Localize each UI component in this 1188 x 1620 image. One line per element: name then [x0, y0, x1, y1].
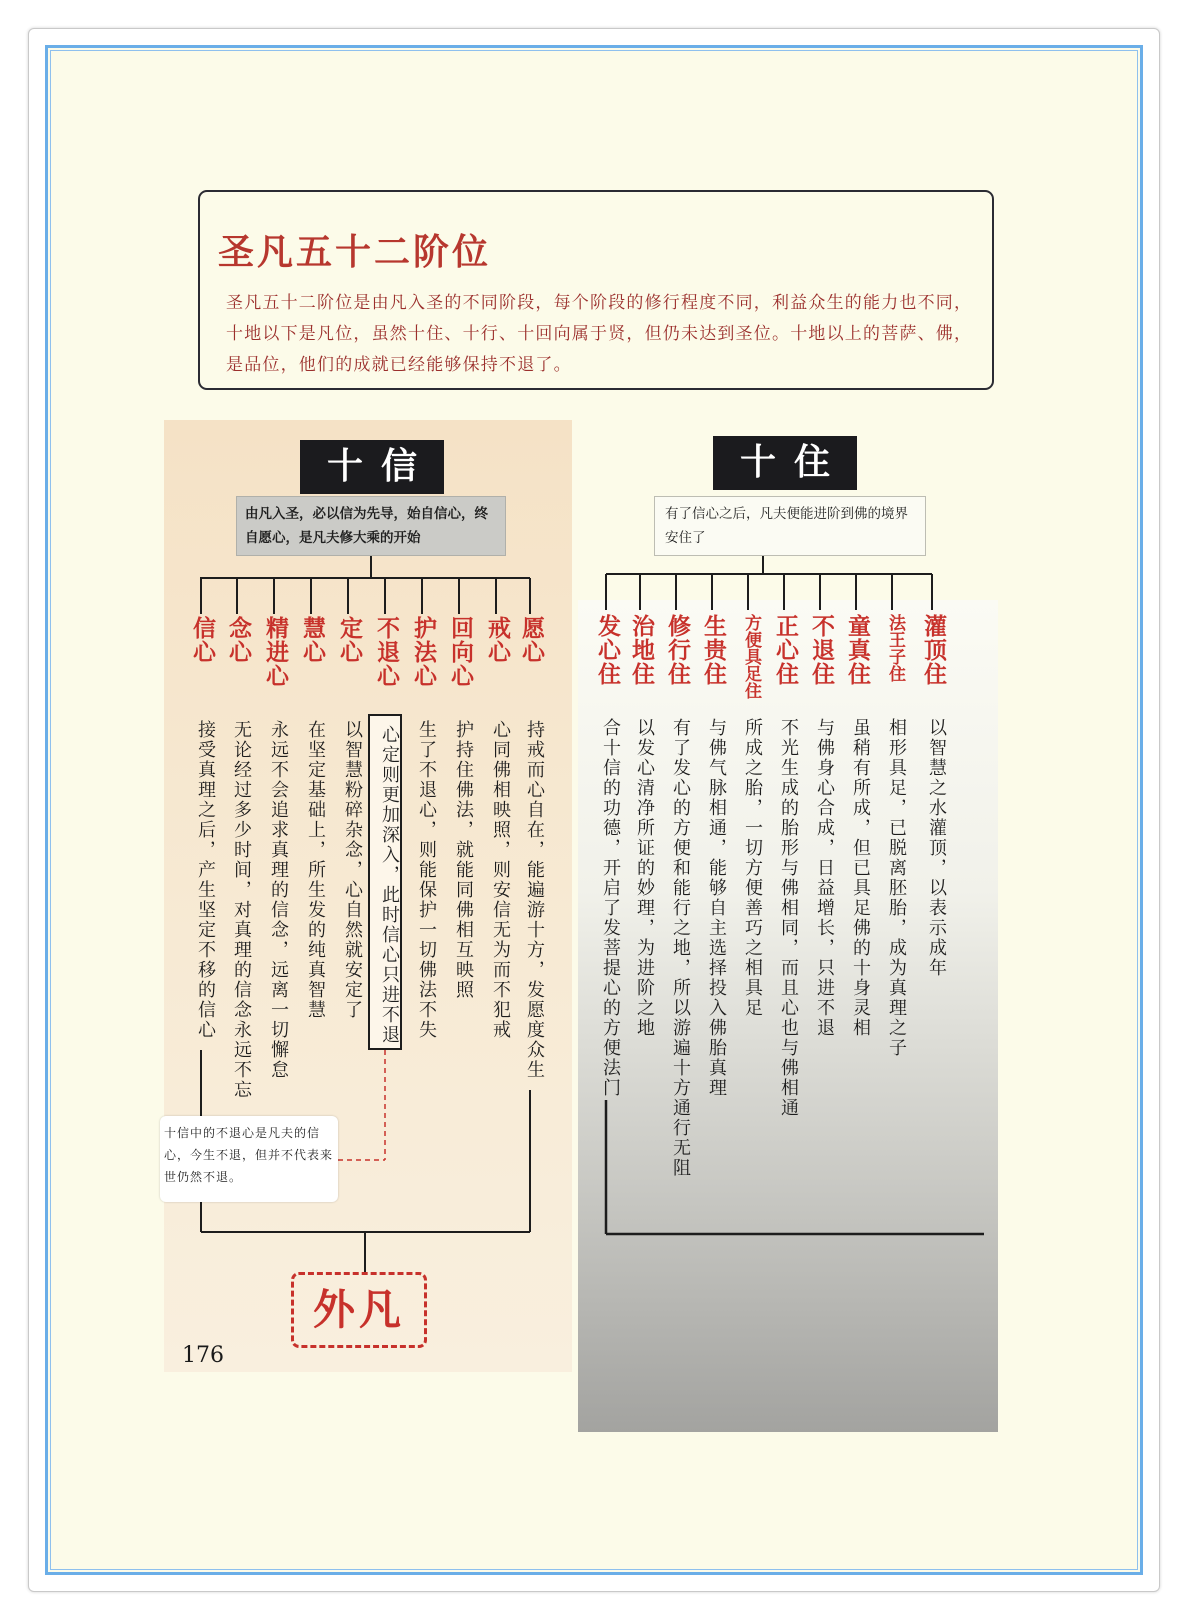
- faith-stage-desc: 心同佛相映照，则安信无为而不犯戒: [490, 720, 511, 1040]
- abode-stage-name: 不退住: [808, 614, 834, 686]
- faith-stage-desc: 接受真理之后，产生坚定不移的信心: [195, 720, 216, 1040]
- faith-stage-name: 慧心: [299, 616, 325, 664]
- faith-stage-name: 信心: [189, 616, 215, 664]
- ten-abodes-header: 十住: [713, 436, 857, 490]
- faith-stage-desc: 生了不退心，则能保护一切佛法不失: [416, 720, 437, 1040]
- abode-stage-name: 修行住: [664, 614, 690, 686]
- faith-stage-desc: 以智慧粉碎杂念，心自然就安定了: [342, 720, 363, 1020]
- abode-stage-desc: 以智慧之水灌顶，以表示成年: [926, 718, 947, 978]
- ten-faiths-summary: 由凡入圣，必以信为先导，始自信心，终自愿心，是凡夫修大乘的开始: [236, 496, 506, 556]
- abode-stage-desc: 虽稍有所成，但已具足佛的十身灵相: [850, 718, 871, 1038]
- abode-stage-desc: 不光生成的胎形与佛相同，而且心也与佛相通: [778, 718, 799, 1118]
- abode-stage-desc: 所成之胎，一切方便善巧之相具足: [742, 718, 763, 1018]
- non-regression-note: 十信中的不退心是凡夫的信心，今生不退，但并不代表来世仍然不退。: [160, 1116, 338, 1202]
- faith-stage-name: 愿心: [518, 616, 544, 664]
- faith-stage-name: 精进心: [262, 616, 288, 688]
- abode-stage-name: 灌顶住: [920, 614, 946, 686]
- intro-title: 圣凡五十二阶位: [218, 231, 492, 273]
- faith-stage-desc: 护持住佛法，就能同佛相互映照: [453, 720, 474, 1000]
- faith-stage-name: 不退心: [373, 616, 399, 688]
- abode-stage-name: 治地住: [628, 614, 654, 686]
- abode-stage-name: 正心住: [772, 614, 798, 686]
- faith-stage-desc: 永远不会追求真理的信念，远离一切懈怠: [268, 720, 289, 1080]
- abode-stage-name: 法王子住: [885, 614, 905, 682]
- abode-stage-desc: 合十信的功德，开启了发菩提心的方便法门: [600, 718, 621, 1098]
- faith-stage-name: 回向心: [447, 616, 473, 688]
- abode-stage-desc: 与佛气脉相通，能够自主选择投入佛胎真理: [706, 718, 727, 1098]
- abode-stage-name: 童真住: [844, 614, 870, 686]
- outer-ordinary-label: 外凡: [291, 1272, 427, 1348]
- faith-stage-desc: 无论经过多少时间，对真理的信念永远不忘: [231, 720, 252, 1100]
- abode-stage-name: 方便具足住: [741, 614, 761, 699]
- abode-stage-desc: 相形具足，已脱离胚胎，成为真理之子: [886, 718, 907, 1058]
- faith-stage-name: 戒心: [484, 616, 510, 664]
- faith-stage-name: 定心: [336, 616, 362, 664]
- faith-stage-name: 护法心: [410, 616, 436, 688]
- abode-stage-desc: 与佛身心合成，日益增长，只进不退: [814, 718, 835, 1038]
- abode-stage-desc: 有了发心的方便和能行之地，所以游遍十方通行无阻: [670, 718, 691, 1178]
- faith-stage-desc: 持戒而心自在，能遍游十方，发愿度众生: [524, 720, 545, 1080]
- abode-stage-desc: 以发心清净所证的妙理，为进阶之地: [634, 718, 655, 1038]
- abode-stage-name: 发心住: [594, 614, 620, 686]
- abode-stage-name: 生贵住: [700, 614, 726, 686]
- page-number: 176: [182, 1343, 224, 1368]
- ten-abodes-summary: 有了信心之后，凡夫便能进阶到佛的境界安住了: [654, 496, 926, 556]
- intro-text: 圣凡五十二阶位是由凡入圣的不同阶段，每个阶段的修行程度不同，利益众生的能力也不同，十地以下是凡位，虽然十住、十行、十回向属于贤，但仍未达到圣位。十地以上的菩萨、佛，是品位，他们的成就已经能够保持不退了。: [226, 293, 973, 375]
- faith-stage-desc: 在坚定基础上，所生发的纯真智慧: [305, 720, 326, 1020]
- faith-stage-name: 念心: [225, 616, 251, 664]
- faith-stage-desc-highlighted: 心定则更加深入，此时信心只进不退: [368, 714, 402, 1050]
- ten-faiths-header: 十信: [300, 440, 444, 494]
